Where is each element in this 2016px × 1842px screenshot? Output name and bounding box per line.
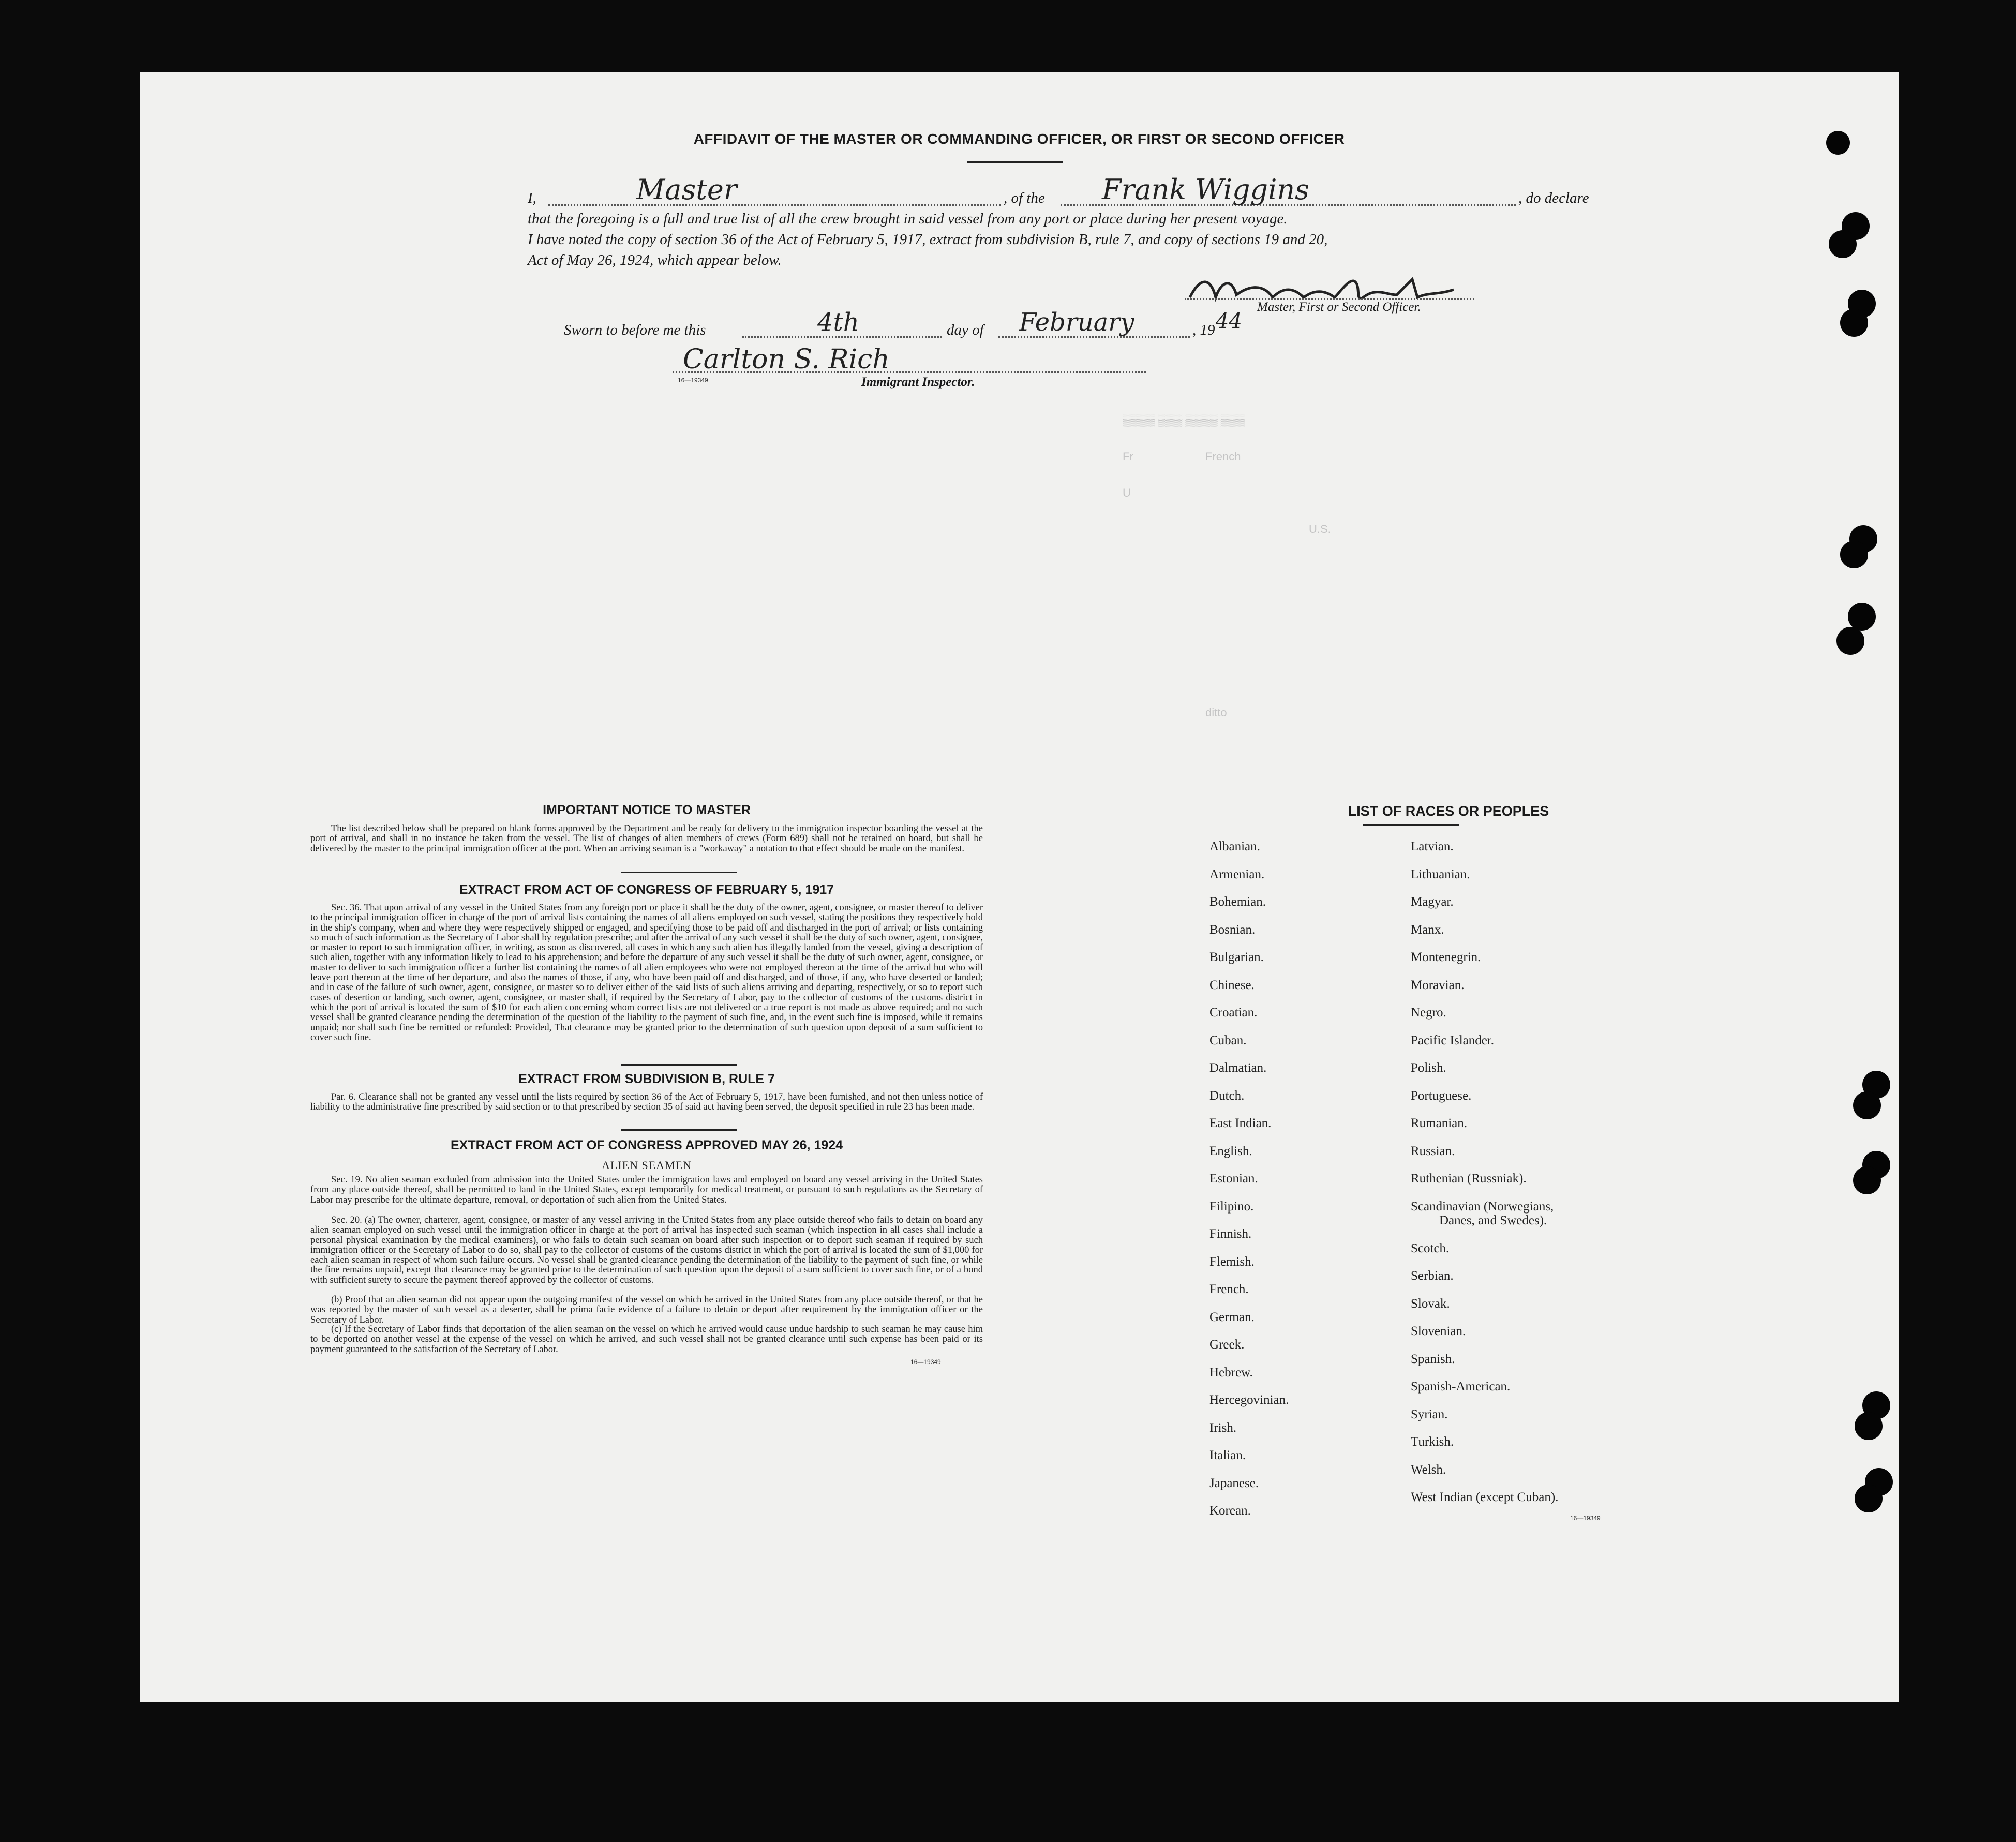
signature-caption: Master, First or Second Officer.: [1257, 300, 1421, 314]
races-left-column: [1209, 833, 1289, 1525]
vessel-name-handwritten: Frank Wiggins: [1102, 173, 1309, 206]
section-divider: [621, 1064, 737, 1066]
race-item: Hercegovinian.: [1209, 1393, 1289, 1407]
extract-1917-body: Sec. 36. That upon arrival of any vessel in the United States from any foreign port or place it shall be the duty of the owner, agent, consignee, or master thereof to deliver to the principal immigration officer in charge of the port of arrival lists containing the names of all aliens employed on such vessel, stating the positions they respectively hold in the ship's company, when and where they were respectively shipped or engaged, and specifying those to be paid off and discharged in the port of arrival; or lists containing so much of such information as the Secretary of Labor shall by regulation prescribe; and after the arrival of any such vessel it shall be the duty of such owner, agent, consignee, or master to report to such immigration officer, in writing, as soon as discovered, all cases in which any such alien has illegally landed from the vessel, giving a description of such alien, together with any information likely to lead to his apprehension; and before the departure of any such vessel it shall be the duty of such owner, agent, consignee, or master to deliver to such immigration officer a further list containing the names of all alien employees who were not employed thereon at the time of the arrival but who will leave port thereon at the time of her departure, and also the names of those, if any, who have been paid off and discharged, and of those, if any, who have deserted or landed; and in case of the failure of such owner, agent, consignee, or master so to deliver either of the said lists of such aliens arriving and departing, respectively, or so to report such cases of desertion or landing, such owner, agent, consignee, or master shall, if required by the Secretary of Labor, pay to the collector of customs of the customs district in which the port of arrival is located the sum of $10 for each alien concerning whom correct lists are not delivered or a true report is not made as above required; and no such vessel shall be granted clearance pending the determination of the question of the liability to the payment of such fine, and, in the event such fine is imposed, while it remains unpaid; nor shall such fine be remitted or refunded: Provided, That clearance may be granted prior to the determination of such question upon deposit of a sum sufficient to cover such fine.: [310, 903, 983, 1043]
affidavit-line-2: that the foregoing is a full and true list of all the crew brought in said vessel from any port or place during her present voyage.: [528, 211, 1288, 227]
race-item: German.: [1209, 1310, 1255, 1324]
notice-body: The list described below shall be prepared on blank forms approved by the Department and be ready for delivery to the immigration inspector boarding the vessel at the port of arrival, and shall in no instance be taken from the vessel. The list of changes of alien members of crews (Form 689) shall not be retained on board, but shall be delivered by the master to the principal immigration officer at the port. When an arriving seaman is a "workaway" a notation to that effect should be made on the manifest.: [310, 823, 983, 854]
races-title-divider: [1363, 824, 1459, 826]
sworn-year-prefix: , 19: [1192, 322, 1215, 338]
officer-title-line: [548, 204, 1001, 206]
sworn-day-handwritten: 4th: [817, 308, 859, 337]
race-item: Dalmatian.: [1209, 1061, 1267, 1075]
inspector-signature: Carlton S. Rich: [683, 344, 890, 375]
extract-1924-sec20c: (c) If the Secretary of Labor finds that deportation of the alien seaman on the vessel on which he arrived would cause undue hardship to such seaman he may cause him to be deported on another vessel at the expense of the vessel on which he arrived, and such vessel shall not be granted clearance until such expense has been paid or its payment guaranteed to the satisfaction of the Secretary of Labor.: [310, 1324, 983, 1355]
extract-1924-sec20b: (b) Proof that an alien seaman did not appear upon the outgoing manifest of the vessel on which he arrived in the United States from any place outside thereof, or that he was reported by the master of such vessel as a deserter, shall be prima facie evidence of a failure to detain or deport after requirement by the immigration officer or the Secretary of Labor.: [310, 1295, 983, 1325]
race-item: Magyar.: [1411, 895, 1454, 909]
sworn-month-handwritten: February: [1019, 308, 1134, 337]
race-item: Serbian.: [1411, 1269, 1454, 1283]
bleed-through-text: ▒▒▒▒ ▒▒▒ ▒▒▒▒ ▒▒▒: [1123, 414, 1245, 427]
race-item: Spanish-American.: [1411, 1380, 1511, 1394]
race-item: Dutch.: [1209, 1088, 1245, 1103]
sworn-day-of-label: day of: [947, 322, 984, 338]
races-right-column: [1411, 833, 1558, 1511]
bleed-through-text: U: [1123, 486, 1131, 499]
race-item: Chinese.: [1209, 978, 1255, 992]
affidavit-form-number: 16—19349: [678, 377, 708, 384]
extract-1917-title: EXTRACT FROM ACT OF CONGRESS OF FEBRUARY 5, 1917: [459, 882, 834, 897]
punch-hole: [1853, 1166, 1881, 1194]
affidavit-of-the-label: , of the: [1004, 190, 1045, 206]
notice-title: IMPORTANT NOTICE TO MASTER: [543, 803, 751, 817]
race-item: Armenian.: [1209, 867, 1265, 881]
race-item: Spanish.: [1411, 1352, 1455, 1366]
form-page: [140, 72, 1899, 1702]
race-item-continuation: Danes, and Swedes).: [1439, 1214, 1547, 1227]
race-item: Ruthenian (Russniak).: [1411, 1172, 1527, 1186]
race-item: Latvian.: [1411, 840, 1454, 853]
race-item: Japanese.: [1209, 1476, 1259, 1490]
race-item: French.: [1209, 1282, 1249, 1296]
inspector-caption: Immigrant Inspector.: [861, 375, 975, 389]
race-item: Cuban.: [1209, 1033, 1247, 1047]
inspector-signature-line: [673, 371, 1146, 373]
race-item: Scotch.: [1411, 1241, 1450, 1255]
punch-hole: [1855, 1485, 1883, 1512]
punch-hole: [1855, 1412, 1883, 1440]
race-item: Slovak.: [1411, 1296, 1450, 1311]
race-item: Pacific Islander.: [1411, 1033, 1495, 1047]
race-item: Filipino.: [1209, 1199, 1254, 1214]
race-item: Scandinavian (Norwegians,: [1411, 1199, 1554, 1214]
race-item: Irish.: [1209, 1420, 1237, 1435]
affidavit-i-label: I,: [528, 190, 536, 206]
extract-rule7-body: Par. 6. Clearance shall not be granted any vessel until the lists required by section 36 of the Act of February 5, 1917, have been furnished, and not then unless notice of liability to the administrative fine prescribed by said section or to that prescribed by section 35 of said act having been served, the deposit specified in rule 23 has been made.: [310, 1092, 983, 1113]
race-item: Slovenian.: [1411, 1324, 1466, 1338]
race-item: Flemish.: [1209, 1254, 1255, 1269]
extract-1924-title: EXTRACT FROM ACT OF CONGRESS APPROVED MAY 26, 1924: [450, 1138, 843, 1152]
affidavit-declare-label: , do declare: [1518, 190, 1589, 206]
alien-seamen-subtitle: ALIEN SEAMEN: [602, 1159, 692, 1172]
title-divider: [967, 161, 1063, 163]
section-divider: [621, 1129, 737, 1131]
punch-hole: [1840, 541, 1868, 568]
race-item: Syrian.: [1411, 1407, 1448, 1421]
punch-hole: [1853, 1091, 1881, 1119]
affidavit-line-3: I have noted the copy of section 36 of the Act of February 5, 1917, extract from subdivision B, rule 7, and copy of sections 19 and 20,: [528, 231, 1328, 248]
affidavit-title: AFFIDAVIT OF THE MASTER OR COMMANDING OFFICER, OR FIRST OR SECOND OFFICER: [693, 131, 1345, 147]
affidavit-line-4: Act of May 26, 1924, which appear below.: [528, 252, 782, 268]
punch-hole: [1836, 627, 1864, 655]
sworn-year-handwritten: 44: [1216, 309, 1242, 333]
extract-1924-sec20a: Sec. 20. (a) The owner, charterer, agent, consignee, or master of any vessel arriving in the United States from any place outside thereof who fails to detain on board any alien seaman employed on such vessel until the immigration officer in charge at the port of arrival has inspected such seaman (which inspection in all cases shall include a personal physical examination by the medical examiners), or who fails to detain such seaman on board after such inspection or to deport such seaman if required by such immigration officer or the Secretary of Labor to do so, shall pay to the collector of customs of the customs district in which the port of arrival is located the sum of $1,000 for each alien seaman in respect of whom such failure occurs. No vessel shall be granted clearance pending the determination of the liability to the payment of such fine, or while the fine remains unpaid, except that clearance may be granted prior to the determination of such question upon the deposit of a sum sufficient to cover such fine, or of a bond with sufficient surety to secure the payment thereof approved by the collector of customs.: [310, 1215, 983, 1285]
punch-hole: [1826, 131, 1850, 155]
race-item: Greek.: [1209, 1338, 1245, 1352]
section-divider: [621, 872, 737, 873]
race-item: Bohemian.: [1209, 895, 1266, 909]
race-item: Estonian.: [1209, 1172, 1258, 1186]
race-item: Manx.: [1411, 922, 1444, 937]
race-item: Korean.: [1209, 1504, 1251, 1518]
sworn-prefix: Sworn to before me this: [564, 322, 706, 338]
race-item: Negro.: [1411, 1006, 1446, 1020]
race-item: Bosnian.: [1209, 922, 1256, 937]
race-item: Polish.: [1411, 1061, 1446, 1075]
races-form-number: 16—19349: [1570, 1515, 1601, 1522]
race-item: Rumanian.: [1411, 1116, 1468, 1130]
race-item: Albanian.: [1209, 840, 1260, 853]
race-item: Hebrew.: [1209, 1365, 1253, 1380]
race-item: East Indian.: [1209, 1116, 1272, 1130]
race-item: Bulgarian.: [1209, 950, 1264, 964]
race-item: Lithuanian.: [1411, 867, 1470, 881]
officer-title-handwritten: Master: [636, 173, 737, 206]
race-item: Portuguese.: [1411, 1088, 1472, 1103]
race-item: Croatian.: [1209, 1006, 1258, 1020]
punch-hole: [1848, 603, 1876, 631]
race-item: Italian.: [1209, 1448, 1246, 1462]
race-item: Finnish.: [1209, 1227, 1252, 1241]
bleed-through-text: U.S.: [1309, 522, 1331, 535]
extract-rule7-title: EXTRACT FROM SUBDIVISION B, RULE 7: [518, 1072, 775, 1086]
race-item: Welsh.: [1411, 1462, 1446, 1477]
bleed-through-text: French: [1205, 450, 1241, 463]
races-title: LIST OF RACES OR PEOPLES: [1348, 803, 1549, 819]
extract-1924-sec19: Sec. 19. No alien seaman excluded from admission into the United States under the immigration laws and employed on board any vessel arriving in the United States from any place outside thereof, shall be permitted to land in the United States, except temporarily for medical treatment, or pursuant to such regulations as the Secretary of Labor may prescribe for the ultimate departure, removal, or deportation of such alien from the United States.: [310, 1175, 983, 1205]
punch-hole: [1840, 309, 1868, 337]
bleed-through-text: Fr: [1123, 450, 1133, 463]
race-item: Turkish.: [1411, 1435, 1454, 1449]
race-item: English.: [1209, 1144, 1252, 1158]
race-item: Moravian.: [1411, 978, 1465, 992]
extract-form-number: 16—19349: [910, 1358, 941, 1366]
race-item: Montenegrin.: [1411, 950, 1481, 964]
punch-hole: [1829, 230, 1857, 258]
bleed-through-text: ditto: [1205, 706, 1227, 719]
race-item: Russian.: [1411, 1144, 1455, 1158]
race-item: West Indian (except Cuban).: [1411, 1490, 1559, 1504]
